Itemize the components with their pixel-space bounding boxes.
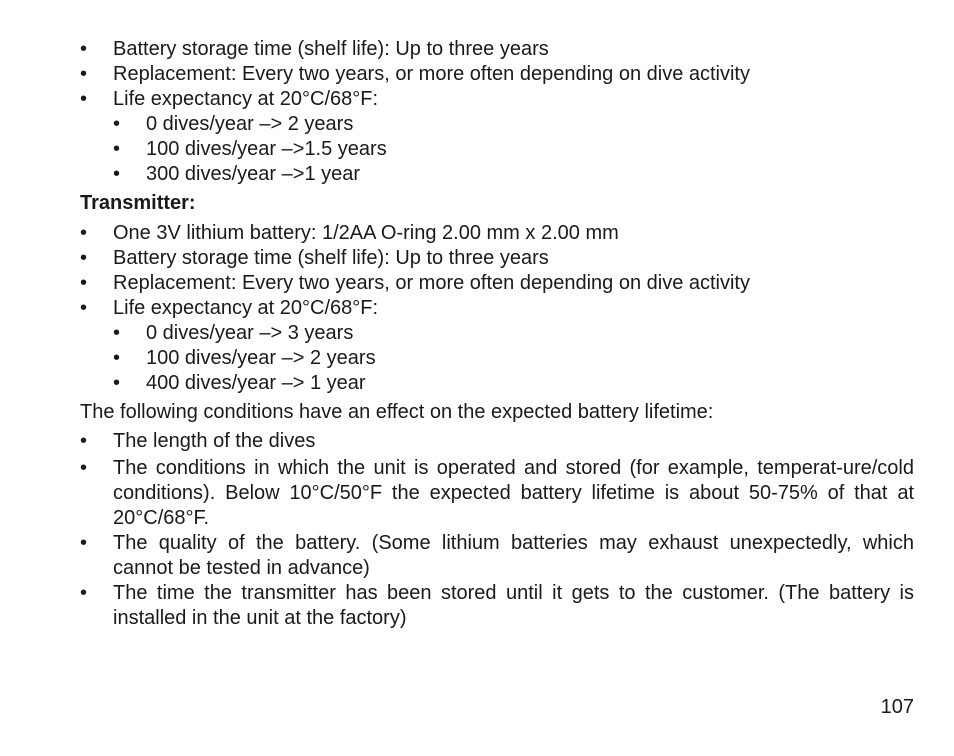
- bullet-icon: •: [113, 113, 121, 135]
- sub-list-item: • 0 dives/year –> 2 years: [113, 113, 354, 135]
- list-item: • Replacement: Every two years, or more often depending on dive activity: [80, 272, 750, 294]
- list-item: • One 3V lithium battery: 1/2AA O-ring 2.00 mm x 2.00 mm: [80, 222, 619, 244]
- bullet-list: [80, 429, 914, 631]
- sub-list-item: • 100 dives/year –>1.5 years: [113, 138, 387, 160]
- page-number: 107: [880, 696, 914, 718]
- list-item: • The conditions in which the unit is operated and stored (for example, temperat-ure/cold conditions). Below 10°C/50°F the expected battery lifetime is about 50-75% of that at 20°C/68°F.: [80, 457, 914, 529]
- list-item: • Battery storage time (shelf life): Up to three years: [80, 38, 549, 60]
- bullet-icon: •: [113, 372, 121, 394]
- bullet-icon: •: [80, 457, 88, 479]
- list-item: • Battery storage time (shelf life): Up to three years: [80, 247, 549, 269]
- bullet-icon: •: [113, 322, 121, 344]
- bullet-icon: •: [80, 532, 88, 554]
- bullet-icon: •: [80, 430, 88, 452]
- bullet-list: [80, 221, 914, 396]
- transmitter-heading: Transmitter:: [80, 192, 196, 214]
- bullet-icon: •: [80, 38, 88, 60]
- list-item: • The quality of the battery. (Some lithium batteries may exhaust unexpectedly, which cannot be tested in advance): [80, 532, 914, 579]
- bullet-icon: •: [80, 582, 88, 604]
- bullet-icon: •: [80, 272, 88, 294]
- sub-list-item: • 0 dives/year –> 3 years: [113, 322, 354, 344]
- sub-list-item: • 100 dives/year –> 2 years: [113, 347, 376, 369]
- conditions-intro: The following conditions have an effect on the expected battery lifetime:: [80, 401, 714, 423]
- sub-list-item: • 400 dives/year –> 1 year: [113, 372, 366, 394]
- bullet-icon: •: [113, 163, 121, 185]
- bullet-icon: •: [80, 222, 88, 244]
- list-item: • The length of the dives: [80, 430, 316, 452]
- list-item: • Life expectancy at 20°C/68°F:: [80, 297, 379, 319]
- bullet-list: [80, 37, 914, 187]
- sub-list-item: • 300 dives/year –>1 year: [113, 163, 361, 185]
- bullet-icon: •: [80, 297, 88, 319]
- list-item: • The time the transmitter has been stored until it gets to the customer. (The battery is installed in the unit at the factory): [80, 582, 914, 629]
- bullet-icon: •: [80, 88, 88, 110]
- page-content: [80, 37, 914, 631]
- list-item: • Replacement: Every two years, or more often depending on dive activity: [80, 63, 750, 85]
- bullet-icon: •: [113, 347, 121, 369]
- bullet-icon: •: [113, 138, 121, 160]
- bullet-icon: •: [80, 247, 88, 269]
- bullet-icon: •: [80, 63, 88, 85]
- list-item: • Life expectancy at 20°C/68°F:: [80, 88, 379, 110]
